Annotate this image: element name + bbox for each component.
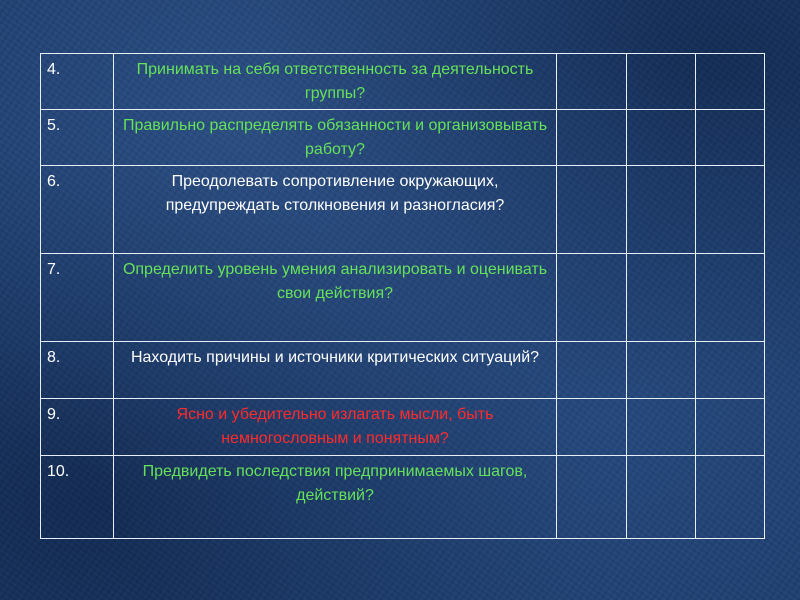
answer-cell [627, 254, 696, 342]
row-number: 7. [41, 254, 114, 342]
table-row [41, 254, 765, 342]
answer-cell [627, 54, 696, 110]
row-number: 4. [41, 54, 114, 110]
answer-cell [557, 166, 627, 254]
answer-cell [557, 342, 627, 399]
questionnaire-table [40, 53, 765, 539]
answer-cell [627, 456, 696, 539]
answer-cell [557, 399, 627, 456]
answer-cell [696, 166, 765, 254]
answer-cell [696, 456, 765, 539]
row-question: Предвидеть последствия предпринимаемых шагов, действий? [114, 456, 557, 539]
answer-cell [696, 399, 765, 456]
answer-cell [627, 110, 696, 166]
row-question: Ясно и убедительно излагать мысли, быть немногословным и понятным? [114, 399, 557, 456]
answer-cell [557, 254, 627, 342]
row-number: 9. [41, 399, 114, 456]
row-question: Находить причины и источники критических ситуаций? [114, 342, 557, 399]
row-question: Принимать на себя ответственность за деятельность группы? [114, 54, 557, 110]
table-row [41, 456, 765, 539]
answer-cell [696, 110, 765, 166]
table-row [41, 342, 765, 399]
answer-cell [696, 254, 765, 342]
answer-cell [557, 110, 627, 166]
row-question: Правильно распределять обязанности и организовывать работу? [114, 110, 557, 166]
row-number: 6. [41, 166, 114, 254]
table-row [41, 399, 765, 456]
row-number: 8. [41, 342, 114, 399]
answer-cell [627, 399, 696, 456]
answer-cell [696, 54, 765, 110]
answer-cell [696, 342, 765, 399]
row-number: 10. [41, 456, 114, 539]
answer-cell [627, 166, 696, 254]
row-question: Преодолевать сопротивление окружающих, предупреждать столкновения и разногласия? [114, 166, 557, 254]
table-row [41, 166, 765, 254]
answer-cell [627, 342, 696, 399]
row-number: 5. [41, 110, 114, 166]
table-row [41, 110, 765, 166]
answer-cell [557, 456, 627, 539]
table-row [41, 54, 765, 110]
row-question: Определить уровень умения анализировать и оценивать свои действия? [114, 254, 557, 342]
answer-cell [557, 54, 627, 110]
